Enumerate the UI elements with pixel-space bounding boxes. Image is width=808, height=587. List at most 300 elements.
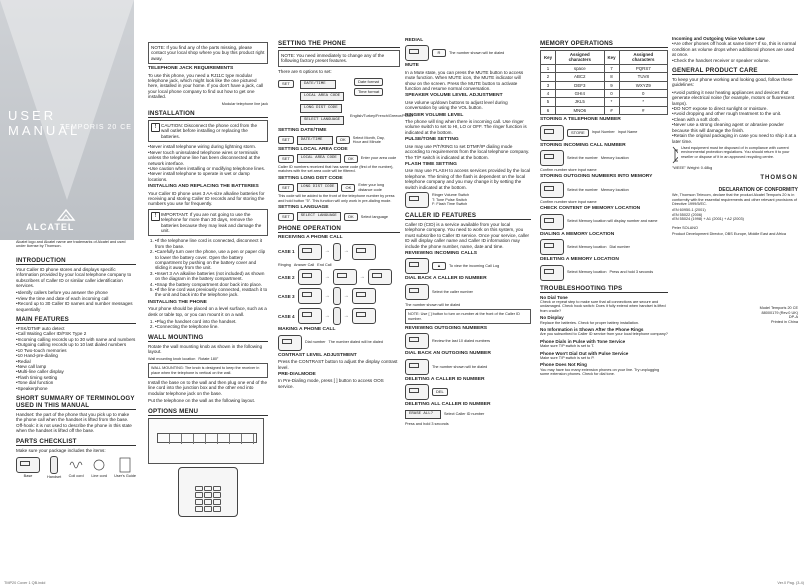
table-row bbox=[541, 106, 668, 114]
tip-text: Make sure T/P switch is set to T. bbox=[540, 344, 595, 349]
list-item: • Record up to 30 Caller ID names and number messages sequentially bbox=[16, 301, 136, 312]
set-key[interactable]: SET bbox=[278, 80, 294, 88]
signer-role: Product Development Director, OBS Europe, Middle East and Africa bbox=[672, 231, 786, 236]
switch-label: Ringer Volume Switch bbox=[432, 193, 470, 198]
datetime-flow bbox=[278, 136, 400, 145]
tel-jack-text: To use this phone, you need a RJ11C type modular telephone jack, which might look like the one pictured here, installed in your home. If you don't have a jack, call your local phone company to find out how to get one installed. bbox=[148, 72, 264, 100]
tel-jack-heading: TELEPHONE JACK REQUIREMENTS bbox=[148, 66, 234, 72]
review-flow bbox=[405, 258, 531, 274]
caption: Dial number bbox=[609, 244, 630, 249]
store-heading: STORING A TELEPHONE NUMBER bbox=[540, 117, 621, 123]
store-out-flow bbox=[540, 182, 668, 198]
caption: Select the number bbox=[567, 155, 598, 160]
table-cell: space bbox=[556, 64, 604, 72]
mute-heading: MUTE bbox=[405, 63, 419, 69]
tip-title: No Dial Tone bbox=[540, 294, 568, 300]
dialmem-flow bbox=[540, 239, 668, 255]
long-dist-text: This code will be added to the front of the telephone number by press and hold button "5". This function will only work in pre-dialing mode. bbox=[278, 194, 395, 203]
keypad bbox=[195, 486, 221, 512]
mute-text: In a Mute state, you can press the MUTE button to access mute function. When MUTE icon, the MUTE indicator will show on the screen. Press the MUTE button to activate function and resume normal conversation. bbox=[405, 69, 524, 92]
table-cell: 2 bbox=[541, 73, 556, 81]
caption: Memory location bbox=[600, 187, 629, 192]
list-item: • 1. Plug the handset cord into the handset. bbox=[155, 319, 268, 324]
case-label: CASE 3 bbox=[278, 293, 295, 299]
review-heading: REVIEWING INCOMING CALLS bbox=[405, 250, 478, 256]
missing-parts-note: NOTE: If you find any of the parts missing, please contact your local shop where you buy this product right away. bbox=[148, 42, 268, 64]
making-call-flow bbox=[278, 335, 400, 351]
base-icon bbox=[16, 457, 40, 473]
table-row bbox=[541, 64, 668, 72]
caption: Confirm number store input name bbox=[540, 168, 597, 173]
cover-panel bbox=[0, 0, 134, 240]
tip-title: Phone Dials in Pulse with Tone Service bbox=[540, 338, 626, 344]
tips-list bbox=[540, 295, 668, 377]
table-row bbox=[541, 98, 668, 106]
table-cell: 5 bbox=[541, 98, 556, 106]
part-users-guide: User's Guide bbox=[114, 457, 136, 479]
cover-model: TEMPORIS 20 CE bbox=[60, 124, 132, 131]
table-cell: * bbox=[604, 98, 619, 106]
tip-text: You may have too many extension phones on your line. Try unplugging some extension phones. Check for dial tone. bbox=[540, 367, 660, 377]
delmem-heading: DELETING A MEMORY LOCATION bbox=[540, 257, 619, 263]
caption: To view the incoming Call Log bbox=[449, 264, 500, 269]
end-label: End Call bbox=[317, 262, 332, 267]
weee-caption: "WEEE" Weight: 0.48kg bbox=[672, 165, 713, 170]
predial-text: In Pre-Dialing mode, press [ ] button to access OOS service. bbox=[278, 378, 384, 389]
phone-icon bbox=[405, 284, 429, 300]
battery-heading: INSTALLING AND REPLACING THE BATTERIES bbox=[148, 184, 259, 190]
caption: Select language bbox=[360, 214, 389, 219]
install-list bbox=[148, 144, 268, 182]
list-item: • Never install telephone wiring during lightning storm. bbox=[148, 144, 268, 149]
dial-out-flow bbox=[405, 359, 531, 375]
set-key[interactable]: SET bbox=[278, 136, 294, 144]
table-cell: # bbox=[604, 106, 619, 114]
model-line: Printed in China bbox=[770, 319, 798, 324]
tip-title: Phone Won't Dial Out with Pulse Service bbox=[540, 350, 629, 356]
list-item: • 10 Two-touch memories bbox=[16, 348, 136, 353]
table-cell: 0 bbox=[619, 90, 667, 98]
table-row bbox=[541, 81, 668, 89]
case-label: CASE 2 bbox=[278, 274, 295, 280]
table-row bbox=[541, 90, 668, 98]
redial-flow bbox=[405, 45, 531, 61]
intro-heading: INTRODUCTION bbox=[16, 257, 136, 265]
case-1: CASE 1 → → bbox=[278, 243, 400, 261]
local-area-flow bbox=[278, 154, 400, 163]
intro-text: Your Caller ID phone stores and displays specific information provided by your local telephone company to subscribers of Caller ID or similar caller identification services. bbox=[16, 266, 132, 289]
check-flow bbox=[540, 214, 668, 230]
tip-text: Make sure T/P switch is set to P. bbox=[540, 355, 595, 360]
model-line: DP-A bbox=[788, 315, 798, 320]
contrast-text: Press the CONTRAST button to adjust the display contrast level. bbox=[278, 359, 398, 370]
important-box: ! IMPORTANT: If you are not going to use the telephone for more than 30 days, remove the batteries because they may leak and damage the unit. bbox=[148, 209, 268, 237]
caption: Enter your area code bbox=[360, 156, 397, 161]
set-key[interactable]: SET bbox=[278, 155, 294, 163]
table-header: Key bbox=[604, 51, 619, 65]
caption: Press and hold 3 seconds bbox=[609, 270, 654, 275]
part-base: Base bbox=[16, 457, 40, 479]
lcd-datetime: DATE/TIME bbox=[300, 80, 336, 89]
up-key[interactable]: ▲ bbox=[432, 262, 446, 270]
ringer-heading: RINGER VOLUME LEVEL bbox=[405, 112, 464, 118]
lcd: ERASE ALL? bbox=[405, 410, 441, 419]
phone-icon bbox=[540, 239, 564, 255]
column-4 bbox=[405, 36, 531, 428]
lcd-local-area: LOCAL AREA CODE bbox=[300, 92, 344, 101]
list-item: • 2. Carefully turn over the phone, use a pen or paper clip to lower the battery cover. Open the battery compartment by pushing on the battery cover and sliding it away from the unit. bbox=[155, 249, 268, 271]
list-item: • Outgoing calling records up to 10 last dialed numbers bbox=[16, 342, 136, 347]
list-item: • Never install telephone to operate in wet or damp locations. bbox=[148, 171, 268, 182]
dialmem-heading: DIALING A MEMORY LOCATION bbox=[540, 231, 615, 237]
list-item: • 10 Hand-pre-dialing bbox=[16, 353, 136, 358]
phone-icon bbox=[405, 192, 429, 208]
dial-label: The number dialed will be dialed bbox=[328, 340, 383, 345]
redial-key[interactable]: R bbox=[432, 49, 446, 57]
table-cell: 0 bbox=[604, 90, 619, 98]
delete-flow bbox=[405, 384, 531, 400]
dialback-note: NOTE: Use [ ] button to turn on number at the front of the Caller ID number. bbox=[405, 309, 531, 324]
volume-list bbox=[672, 41, 798, 63]
switch-label: F: Flash Time Switch bbox=[432, 202, 468, 207]
table-cell: 8 bbox=[604, 73, 619, 81]
phone-icon bbox=[540, 125, 564, 141]
column-2 bbox=[148, 40, 268, 520]
caption: Select the caller number bbox=[432, 289, 473, 294]
switch-label: T: Tone Pulse Switch bbox=[432, 197, 467, 202]
parts-heading: PARTS CHECKLIST bbox=[16, 438, 136, 446]
cover-title: USER MANUAL bbox=[8, 108, 81, 138]
long-dist-flow bbox=[278, 183, 400, 192]
model-line: Model Temporis 20 CE bbox=[759, 306, 798, 311]
lcd-long-dist: LONG DIST CODE bbox=[300, 104, 342, 113]
table-cell: * bbox=[619, 98, 667, 106]
phone-icon bbox=[352, 244, 376, 260]
wall-note: WALL MOUNTING: The knob is designed to keep the receiver in place when the telephone is vertical on the wall. bbox=[148, 363, 268, 378]
troubleshooting-heading: TROUBLESHOOTING TIPS bbox=[540, 285, 668, 293]
part-coil-cord: Coil cord bbox=[68, 457, 84, 479]
part-handset: Handset bbox=[47, 456, 61, 480]
date-format-label: Date format bbox=[354, 78, 383, 86]
list-item: • 3. Insert 3 AA alkaline batteries (not included) as shown on the diagram in the battery compartment. bbox=[155, 271, 268, 282]
case-1-labels bbox=[278, 263, 400, 267]
list-item: • Multi-line caller display bbox=[16, 369, 136, 374]
caption: Input Number bbox=[591, 130, 615, 135]
caption: Select the number bbox=[567, 187, 598, 192]
column-6 bbox=[672, 36, 798, 324]
table-header: Key bbox=[541, 51, 556, 65]
caption: Press and hold 3 seconds bbox=[405, 421, 449, 426]
install-phone-steps bbox=[148, 319, 268, 330]
dial-label: Dial number bbox=[305, 340, 326, 345]
wall-figure bbox=[148, 357, 268, 361]
caption: Select Memory location bbox=[567, 244, 607, 249]
tip-text: Replace the batteries. Check for proper battery installation. bbox=[540, 320, 639, 325]
store-in-flow bbox=[540, 150, 668, 166]
delmem-flow bbox=[540, 265, 668, 281]
phone-icon bbox=[298, 308, 322, 324]
table-cell: TUV8 bbox=[619, 73, 667, 81]
list-item: • Redial bbox=[16, 359, 136, 364]
ok-key[interactable]: OK bbox=[336, 136, 350, 144]
care-text: To keep your phone working and looking good, follow these guidelines: bbox=[672, 77, 793, 88]
handset-icon bbox=[333, 243, 341, 261]
caption: The number shown will be dialed bbox=[449, 51, 505, 56]
memory-heading: MEMORY OPERATIONS bbox=[540, 40, 668, 48]
pulse-text: Use may use P/T/RING to set DTMF/IP dialing mode according to requirements from the local telephone company. The T/P switch is indicated at the bottom. bbox=[405, 143, 530, 160]
settings-diagram bbox=[278, 76, 413, 126]
phone-icon bbox=[540, 150, 564, 166]
phone-icon bbox=[405, 45, 429, 61]
table-cell: WXYZ9 bbox=[619, 81, 667, 89]
phone-icon bbox=[405, 359, 429, 375]
intro-list bbox=[16, 290, 136, 312]
modular-label: Modular telephone line jack bbox=[221, 101, 268, 106]
speaker-heading: SPEAKER VOLUME LEVEL ADJUSTMENT bbox=[405, 93, 503, 99]
set-key[interactable]: SET bbox=[278, 184, 294, 192]
weee-bin-icon bbox=[672, 146, 678, 164]
thomson-logo: THOMSON bbox=[760, 175, 798, 182]
setting-phone-heading: SETTING THE PHONE bbox=[278, 40, 400, 48]
caption: Memory location bbox=[600, 155, 629, 160]
speaker-text: Use volume up/down buttons to adjust level during conversation by using the VOL button. bbox=[405, 99, 508, 111]
store-flow bbox=[540, 125, 668, 141]
setting-note: NOTE: You need immediately to change any of the following factory preset features. bbox=[278, 50, 400, 67]
phone-base-figure bbox=[178, 467, 238, 517]
decl-heading: DECLARATION OF CONFORMITY bbox=[718, 186, 798, 193]
language-options-label: English/Turkey/French/Greece/Polish bbox=[350, 114, 413, 119]
lcd-language: SELECT LANGUAGE bbox=[300, 116, 344, 125]
phone-icon bbox=[298, 288, 322, 304]
list-item: • Tone dial function bbox=[16, 380, 136, 385]
setting-text: There are 6 options to set: bbox=[278, 68, 332, 74]
rev-out-heading: REVIEWING OUTGOING NUMBERS bbox=[405, 326, 488, 331]
datetime-heading: SETTING DATE/TIME bbox=[278, 128, 327, 134]
flash-text: Use may use FLASH to access services provided by the local telephone. The timing of the flash is dependent on the local telephone company and you may change it by setting the switch indicated at the bottom. bbox=[405, 168, 531, 190]
case-4: CASE 4 → → bbox=[278, 307, 400, 325]
main-features-heading: MAIN FEATURES bbox=[16, 316, 136, 324]
long-dist-heading: SETTING LONG DIST CODE bbox=[278, 175, 343, 181]
del-key[interactable]: DEL bbox=[432, 388, 448, 396]
footer-left: TMP20 Cover 1 QB.indd bbox=[4, 580, 46, 585]
care-list bbox=[672, 90, 798, 144]
case-label: CASE 4 bbox=[278, 313, 295, 319]
caption: Select Memory location will display number and name bbox=[567, 219, 658, 224]
standards-list bbox=[672, 208, 798, 221]
phone-icon bbox=[405, 384, 429, 400]
column-1 bbox=[16, 240, 136, 482]
table-cell: PQRS7 bbox=[619, 64, 667, 72]
dial-out-heading: DIAL BACK AN OUTGOING NUMBER bbox=[405, 351, 491, 357]
handset-icon bbox=[50, 456, 58, 474]
phone-icon bbox=[333, 269, 357, 285]
list-item: • EN 60950-1 (2001) bbox=[672, 208, 798, 212]
caption: Enter your long distance code bbox=[358, 183, 385, 192]
caption: Confirm number store input name bbox=[540, 199, 597, 204]
weee-text: Used equipment must be disposed of in compliance with current environmental protection regulations. You should return it to your reseller or dispose of it in an approved recycling centre. bbox=[681, 145, 790, 159]
list-item: • Identify callers before you answer the phone bbox=[16, 290, 136, 295]
decl-text: We, Thomson Telecom, declare that the product Alcatel Temporis 20 is in conformity with the essential requirements and other relevant provisions of Directive 1999/5/EC. bbox=[672, 193, 797, 206]
coil-cord-icon bbox=[68, 457, 84, 473]
list-item: • Retain the original packaging in case you need to ship it at a later time. bbox=[672, 133, 798, 144]
ringer-text: The phone will ring when there is incoming call. Use ringer volume switch to set to HI, LO or OFF. The ringer function is indicated at the bottom. bbox=[405, 119, 527, 135]
phone-icon bbox=[540, 214, 564, 230]
tip-title: No Information is Shown After the Phone Rings bbox=[540, 326, 644, 332]
redial-heading: REDIAL bbox=[405, 38, 424, 43]
model-line: 88000179 (Rev.0 UK) bbox=[761, 310, 798, 315]
caller-id-text: Caller ID (CID) is a service available from your local telephone company. You need to work on this system, you must subscribe to Caller ID service. Once your service, caller ID will display caller name and Caller ID information may include the phone number, name, date and time. bbox=[405, 221, 530, 249]
table-header: Assigned characters bbox=[619, 51, 667, 65]
caution-box: ! CAUTION: Disconnect the phone cord from the wall outlet before installing or replacing the batteries. bbox=[148, 120, 268, 142]
table-cell: 9 bbox=[604, 81, 619, 89]
parts-figure bbox=[16, 456, 136, 480]
caption: Select Memory location bbox=[567, 270, 607, 275]
phone-icon bbox=[368, 269, 392, 285]
ok-key[interactable]: OK bbox=[344, 155, 358, 163]
set-key[interactable]: SET bbox=[278, 213, 294, 221]
list-item: • New call lamp bbox=[16, 364, 136, 369]
phone-icon bbox=[540, 182, 564, 198]
caption: The number shown will be dialed bbox=[405, 302, 461, 307]
wall-step-1: Rotate the wall mounting knob as shown in the following layout. bbox=[148, 343, 263, 355]
list-item: • 1. If the telephone line cord is connected, disconnect it from the base. bbox=[155, 238, 268, 249]
caption: Input Name bbox=[617, 130, 638, 135]
glossary-heading: SHORT SUMMARY OF TERMINOLOGY USED IN THIS MANUAL bbox=[16, 394, 135, 409]
phone-operation-heading: PHONE OPERATION bbox=[278, 225, 400, 233]
tip-title: No Display bbox=[540, 315, 564, 321]
table-cell: 7 bbox=[604, 64, 619, 72]
guide-icon bbox=[119, 457, 131, 473]
case-label: CASE 1 bbox=[278, 249, 295, 255]
phone-icon bbox=[405, 333, 429, 349]
delete-all-flow bbox=[405, 410, 531, 426]
table-header-row bbox=[541, 51, 668, 65]
table-cell: 3 bbox=[541, 81, 556, 89]
switch-labels bbox=[432, 193, 469, 206]
local-area-heading: SETTING LOCAL AREA CODE bbox=[278, 146, 348, 152]
case-2: CASE 2 → → bbox=[278, 269, 400, 285]
case-3: CASE 3 → → bbox=[278, 287, 400, 305]
table-cell: 4 bbox=[541, 90, 556, 98]
alcatel-logo-icon bbox=[56, 208, 76, 222]
model-footer bbox=[672, 306, 798, 324]
store-key[interactable]: STORE bbox=[567, 129, 589, 137]
lcd: LONG DIST CODE bbox=[297, 183, 339, 192]
list-item: • Avoid putting it near heating appliances and devices that generate electrical noise (for example, motors or fluorescent lamps). bbox=[672, 90, 798, 106]
ok-key[interactable]: OK bbox=[344, 213, 358, 221]
battery-steps bbox=[148, 238, 268, 297]
line-cord-icon bbox=[91, 457, 107, 473]
caption: Select Month, Day, Hour and Minute bbox=[352, 135, 385, 145]
glossary-text: Handset: the part of the phone that you pick up to make the phone call when the handset is lifted from the base. Off-hook: it is not used to describe the phone in this state when the handset is lifted off the base. bbox=[16, 411, 132, 434]
handset-icon bbox=[333, 307, 341, 325]
list-item: • Call Waiting Caller ID/FSK Type 2 bbox=[16, 331, 136, 336]
receiving-heading: RECEIVING A PHONE CALL bbox=[278, 235, 343, 241]
table-cell: 1 bbox=[541, 64, 556, 72]
table-cell: GHI4 bbox=[556, 90, 604, 98]
list-item: • Avoid dropping and other rough treatment to the unit. bbox=[672, 111, 798, 116]
list-item: • Incoming calling records up to 30 with name and numbers bbox=[16, 337, 136, 342]
list-item: • Never use a strong cleaning agent or abrasive powder because this will damage the finish. bbox=[672, 122, 798, 133]
switch-figure bbox=[405, 192, 531, 208]
list-item: • 4. Snap the battery compartment door back into place. bbox=[155, 282, 268, 287]
tip-text: Check or repeat step to make sure that all connections are secure and undamaged. Check hook switch: Does it fully extend when handset is lifted from cradle? bbox=[540, 299, 666, 313]
list-item: • DO NOT expose to direct sunlight or moisture. bbox=[672, 106, 798, 111]
signer-name: Peter SOLANO bbox=[672, 225, 698, 230]
wall-knob-label: Wall mounting knob location bbox=[148, 356, 196, 361]
list-item: • Are other phones off hook at same time? If so, this is normal condition as volume drops when additional phones are used at once. bbox=[672, 41, 798, 57]
table-cell: 6 bbox=[541, 106, 556, 114]
language-flow bbox=[278, 212, 400, 221]
phone-icon bbox=[352, 308, 376, 324]
list-item: • Flash timing setting bbox=[16, 375, 136, 380]
flash-heading: FLASH TIME SETTING bbox=[405, 161, 457, 167]
ok-key[interactable]: OK bbox=[341, 184, 355, 192]
table-cell: ABC2 bbox=[556, 73, 604, 81]
cover-brand: ALCATEL bbox=[26, 222, 75, 232]
time-format-label: Time format bbox=[354, 88, 383, 96]
table-cell: JKL5 bbox=[556, 98, 604, 106]
table-header: Assigned characters bbox=[556, 51, 604, 65]
table-cell: MNO6 bbox=[556, 106, 604, 114]
memory-table bbox=[540, 50, 668, 115]
wall-step-2: Install the base on to the wall and then plug one end of the line cord into the junction box and the other end into modular telephone jack on the base. bbox=[148, 379, 268, 396]
list-item: • FSK/DTMF auto detect bbox=[16, 326, 136, 331]
phone-icon bbox=[298, 269, 322, 285]
lcd: LOCAL AREA CODE bbox=[297, 154, 341, 163]
lcd: SELECT LANGUAGE bbox=[297, 212, 341, 221]
part-line-cord: Line cord bbox=[91, 457, 107, 479]
cover-triangle bbox=[0, 0, 134, 200]
list-item: • Speakerphone bbox=[16, 386, 136, 391]
list-item: • EN 55022 (2006) bbox=[672, 213, 798, 217]
wall-mounting-heading: WALL MOUNTING bbox=[148, 334, 268, 342]
table-cell: DEF3 bbox=[556, 81, 604, 89]
store-in-heading: STORING INCOMING CALL NUMBER bbox=[540, 142, 626, 148]
dialback-flow bbox=[405, 284, 531, 307]
tip-text: Are you subscribed to Caller ID service from your local telephone company? bbox=[540, 332, 668, 337]
phone-icon bbox=[352, 288, 376, 304]
phone-icon bbox=[540, 265, 564, 281]
caption: Select Caller ID number bbox=[444, 411, 485, 416]
parts-text: Make sure your package includes the items: bbox=[16, 447, 106, 453]
answer-label: Answer Call bbox=[293, 262, 315, 267]
options-menu-figure bbox=[148, 418, 264, 464]
list-item: • Clean with a soft cloth. bbox=[672, 117, 798, 122]
installation-heading: INSTALLATION bbox=[148, 110, 268, 118]
volume-heading: Incoming and Outgoing Voice Volume Low bbox=[672, 36, 765, 41]
list-item: • 2. Connecting the telephone line. bbox=[155, 324, 268, 329]
trademark-note: Alcatel logo and Alcatel name are trademarks of Alcatel and used under license by Thomson. bbox=[16, 240, 126, 249]
caption: Review the last 10 dialed numbers bbox=[432, 339, 491, 344]
footer-right: Ver.0 Pag. (3-4) bbox=[777, 580, 804, 585]
install-phone-text: Your phone should be placed on a level surface, such as a desk or table top, or you can mount it on a wall. bbox=[148, 306, 267, 317]
handset-icon bbox=[333, 287, 341, 305]
rev-out-flow bbox=[405, 333, 531, 349]
menu-bar bbox=[157, 433, 257, 443]
phone-icon bbox=[278, 335, 302, 351]
ringing-label: Ringing bbox=[278, 262, 291, 267]
delete-all-heading: DELETING ALL CALLER ID NUMBER bbox=[405, 402, 491, 408]
wall-step-3: Put the telephone on the wall as the following layout. bbox=[148, 398, 256, 404]
wall-rotate-label: Rotate 180° bbox=[198, 356, 219, 361]
local-area-text: Caller ID numbers received that has same code (first of the number), matches with the set area code will be filtered. bbox=[278, 165, 394, 174]
list-item: • EN 55024 (1998) + A1 (2001) + A2 (2003) bbox=[672, 217, 798, 221]
weee-block bbox=[672, 146, 798, 164]
column-5 bbox=[540, 36, 668, 379]
store-out-heading: STORING OUTGOING NUMBERS INTO MEMORY bbox=[540, 174, 653, 180]
tip-title: Phone Does Not Ring bbox=[540, 362, 587, 368]
